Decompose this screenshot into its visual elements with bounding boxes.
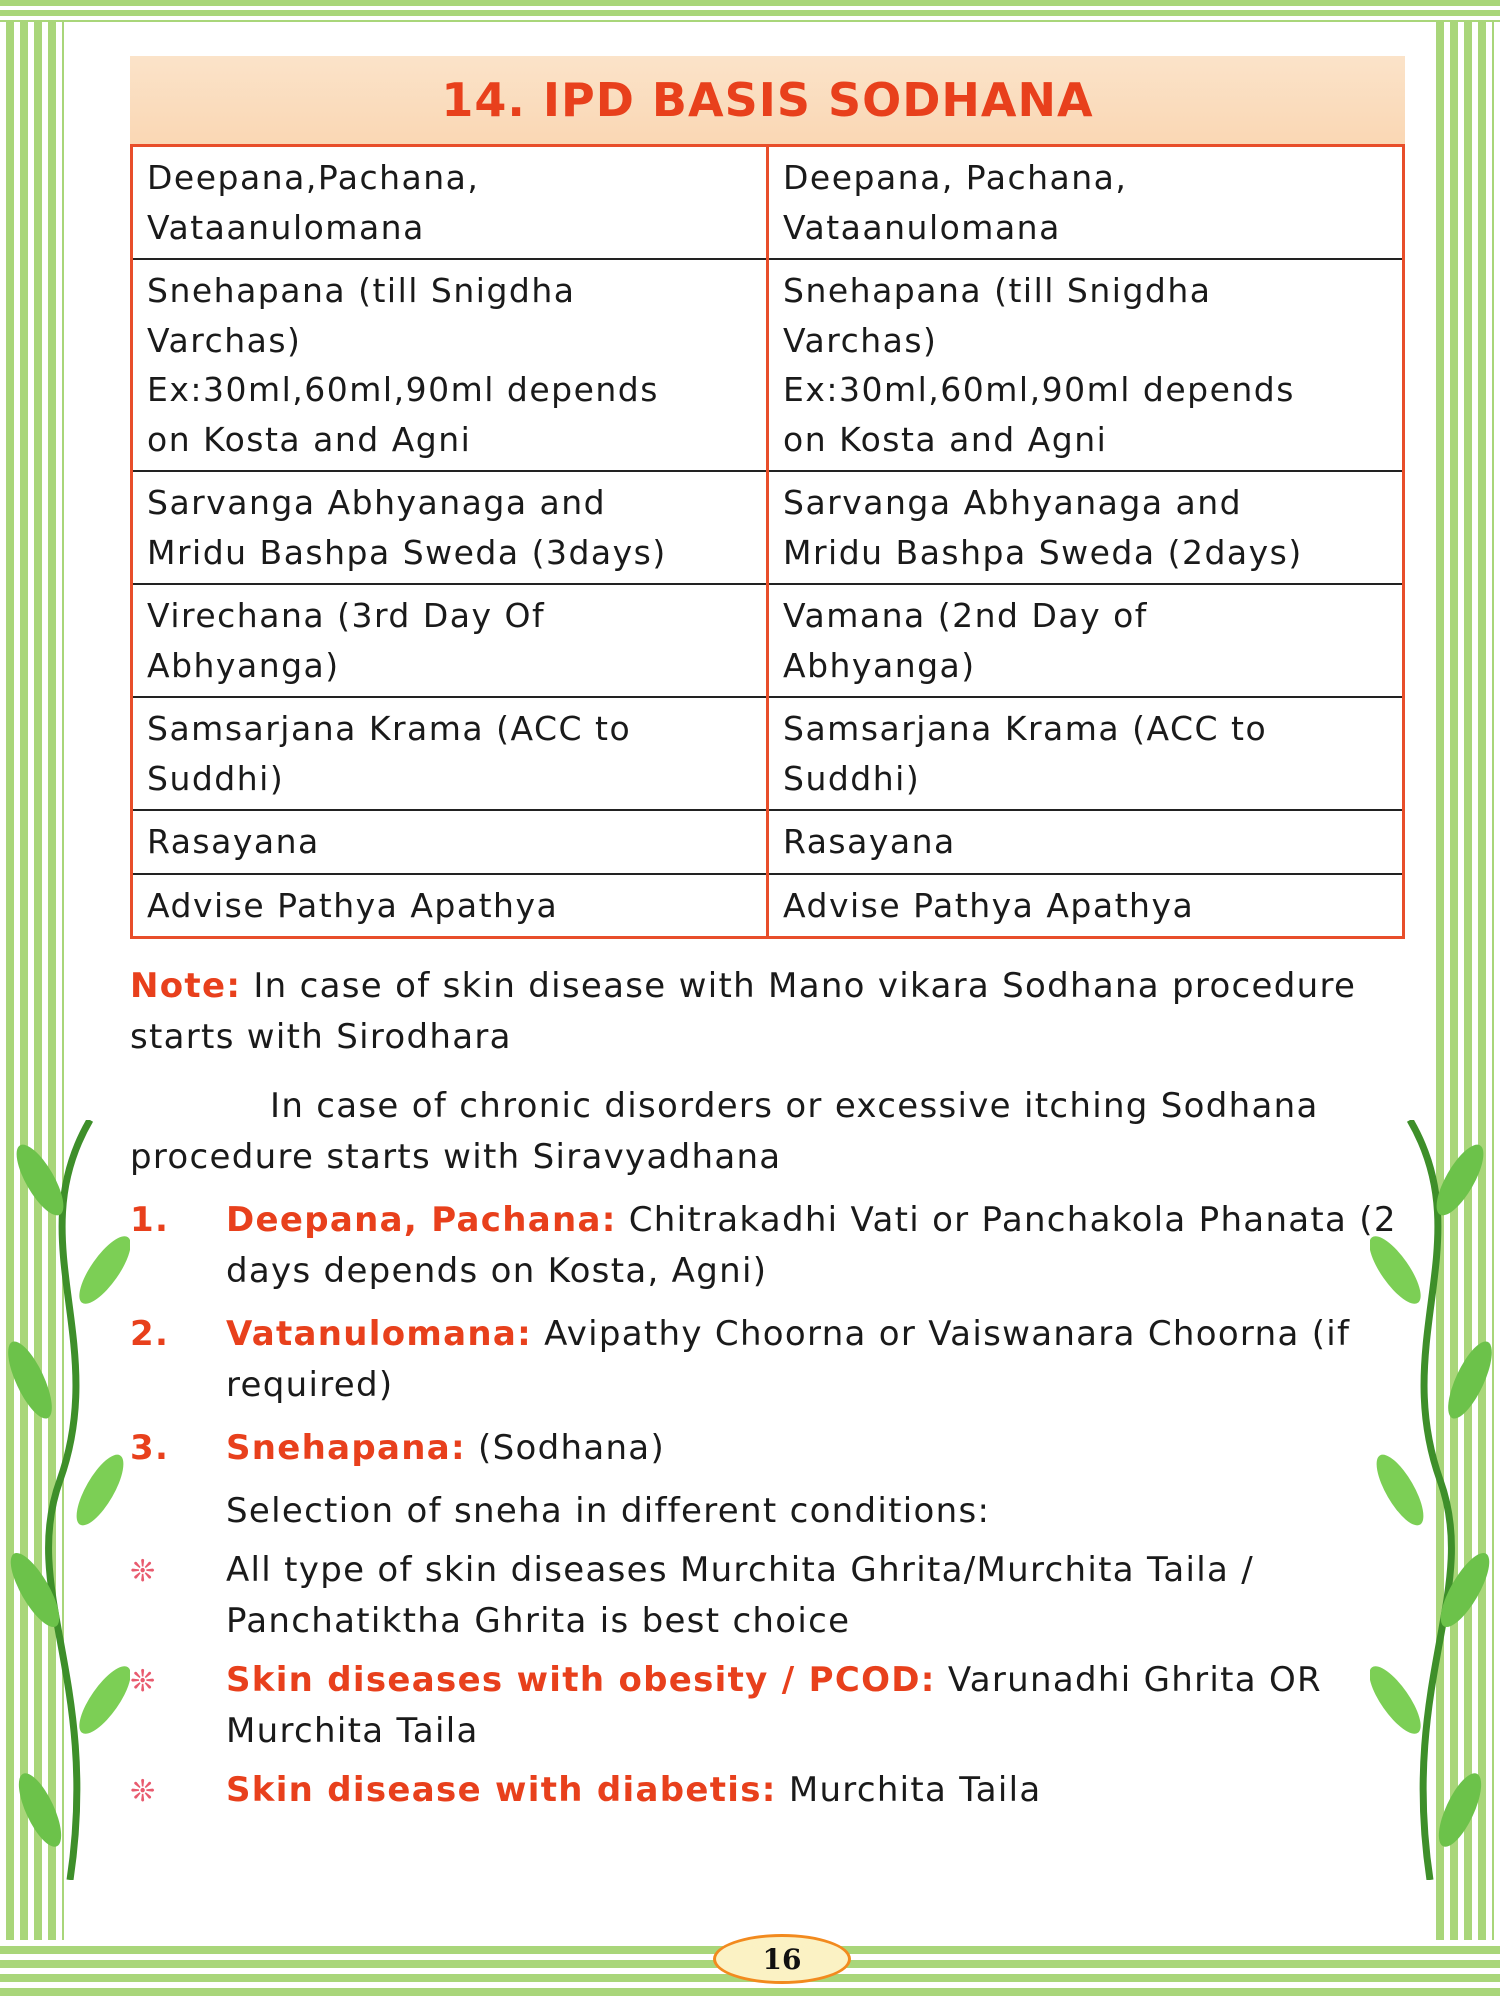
cell-line: Suddhi) [783, 758, 921, 798]
table-row [132, 584, 1404, 697]
asterisk-icon: ❊ [130, 1774, 157, 1809]
table-row [132, 471, 1404, 584]
cell-line: Vataanulomana [783, 207, 1061, 247]
item-number: 3. [130, 1428, 170, 1468]
cell-line: Advise Pathya Apathya [147, 885, 559, 925]
table-row [132, 146, 1404, 260]
list-item [130, 1195, 1405, 1297]
table-cell-right [768, 810, 1404, 874]
cell-line: Vataanulomana [147, 207, 425, 247]
cell-line: Deepana,Pachana, [147, 158, 480, 197]
cell-line: Rasayana [147, 822, 320, 861]
sodhana-table [130, 144, 1405, 939]
cell-line: Ex:30ml,60ml,90ml depends [783, 370, 1295, 409]
bullet-list [130, 1545, 1405, 1816]
bullet-item [130, 1655, 1405, 1757]
table-cell-right [768, 874, 1404, 938]
item-label: Vatanulomana: [226, 1314, 533, 1354]
note-label: Note: [130, 966, 242, 1006]
note-1 [130, 961, 1405, 1063]
cell-line: Varchas) [783, 320, 938, 360]
bullet-text: Varunadhi Ghrita OR Murchita Taila [226, 1660, 1322, 1751]
cell-line: Samsarjana Krama (ACC to [147, 709, 632, 748]
bullet-item [130, 1545, 1405, 1647]
table-cell-left [132, 584, 768, 697]
asterisk-icon: ❊ [130, 1664, 157, 1699]
item-label: Deepana, Pachana: [226, 1200, 617, 1240]
item-number: 2. [130, 1314, 170, 1354]
bullet-text: All type of skin diseases Murchita Ghrita/Murchita Taila / Panchatiktha Ghrita is best choice [226, 1550, 1255, 1641]
cell-line: Vamana (2nd Day of [783, 596, 1148, 635]
cell-line: Snehapana (till Snigdha [147, 271, 576, 310]
table-row [132, 697, 1404, 810]
page-title: 14. IPD BASIS SODHANA [441, 73, 1094, 127]
cell-line: Sarvanga Abhyanaga and [147, 483, 607, 522]
item-label: Snehapana: [226, 1428, 466, 1468]
table-cell-left [132, 874, 768, 938]
item-text: Chitrakadhi Vati or Panchakola Phanata (2 days depends on Kosta, Agni) [226, 1200, 1397, 1291]
list-item [130, 1309, 1405, 1411]
vine-decoration-left-icon [0, 1120, 130, 1880]
table-cell-right [768, 471, 1404, 584]
title-band [130, 56, 1405, 144]
numbered-list [130, 1195, 1405, 1474]
table-cell-right [768, 146, 1404, 260]
body-text [130, 961, 1405, 1816]
table-cell-left [132, 471, 768, 584]
bullet-item [130, 1765, 1405, 1816]
selection-heading: Selection of sneha in different conditions: [226, 1491, 991, 1531]
list-item [130, 1423, 1405, 1474]
table-cell-right [768, 259, 1404, 471]
cell-line: Samsarjana Krama (ACC to [783, 709, 1268, 748]
cell-line: Snehapana (till Snigdha [783, 271, 1212, 310]
cell-line: Suddhi) [147, 758, 285, 798]
cell-line: Advise Pathya Apathya [783, 885, 1195, 925]
asterisk-icon: ❊ [130, 1554, 157, 1589]
cell-line: Abhyanga) [783, 645, 976, 685]
bullet-label: Skin disease with diabetis: [226, 1770, 777, 1810]
page-number: 16 [713, 1934, 851, 1984]
table-cell-left [132, 810, 768, 874]
cell-line: Varchas) [147, 320, 302, 360]
table-cell-right [768, 584, 1404, 697]
cell-line: on Kosta and Agni [783, 419, 1108, 459]
frame-top-border [0, 0, 1500, 22]
table-row [132, 259, 1404, 471]
cell-line: Rasayana [783, 822, 956, 861]
table-row [132, 810, 1404, 874]
table-cell-left [132, 146, 768, 260]
note-2: In case of chronic disorders or excessive itching Sodhana procedure starts with Siravyadhana [130, 1086, 1319, 1177]
page-content [130, 56, 1405, 1816]
item-text: (Sodhana) [478, 1428, 666, 1468]
item-number: 1. [130, 1200, 170, 1240]
table-cell-left [132, 697, 768, 810]
cell-line: Mridu Bashpa Sweda (2days) [783, 532, 1303, 572]
note-text-1: In case of skin disease with Mano vikara Sodhana procedure starts with Sirodhara [130, 966, 1357, 1057]
cell-line: Virechana (3rd Day Of [147, 596, 546, 635]
cell-line: Ex:30ml,60ml,90ml depends [147, 370, 659, 409]
cell-line: Deepana, Pachana, [783, 158, 1128, 197]
bullet-label: Skin diseases with obesity / PCOD: [226, 1660, 936, 1700]
cell-line: Sarvanga Abhyanaga and [783, 483, 1243, 522]
table-cell-right [768, 697, 1404, 810]
table-row [132, 874, 1404, 938]
cell-line: on Kosta and Agni [147, 419, 472, 459]
item-text: Avipathy Choorna or Vaiswanara Choorna (if required) [226, 1314, 1351, 1405]
table-cell-left [132, 259, 768, 471]
cell-line: Mridu Bashpa Sweda (3days) [147, 532, 667, 572]
bullet-text: Murchita Taila [788, 1770, 1042, 1810]
cell-line: Abhyanga) [147, 645, 340, 685]
